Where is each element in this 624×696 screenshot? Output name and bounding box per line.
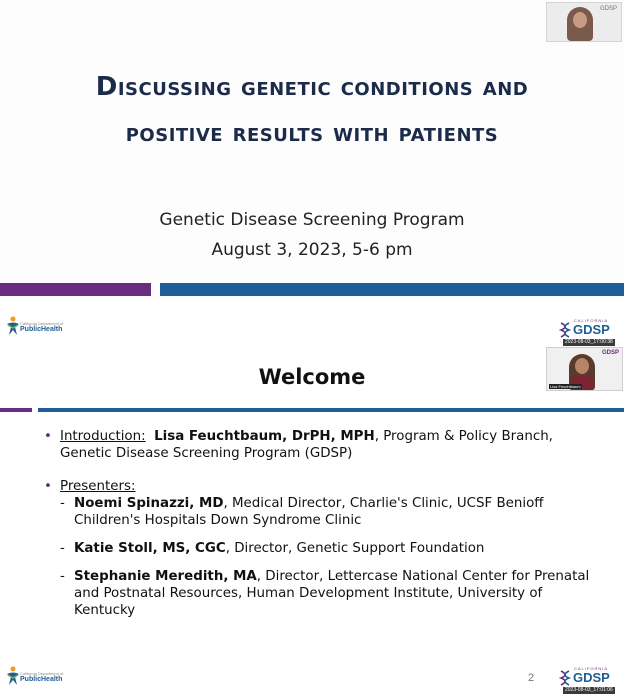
dash-icon: -	[60, 541, 65, 556]
intro-name: Lisa Feuchtbaum, DrPH, MPH	[154, 429, 375, 444]
participant-video-thumbnail[interactable]	[546, 2, 622, 42]
public-health-small-text: California Department of	[20, 671, 64, 676]
timestamp-overlay: 2023-08-03_17:00:38	[565, 339, 613, 345]
title-slide	[0, 0, 624, 300]
dash-icon: -	[60, 496, 65, 511]
public-health-small-text: California Department of	[20, 321, 64, 326]
gdsp-text: GDSP	[573, 670, 610, 685]
presenter-item	[44, 540, 604, 557]
divider-bar-blue	[160, 283, 624, 296]
page-number: 2	[528, 672, 535, 684]
public-health-logo	[4, 316, 64, 342]
public-health-text: PublicHealth	[20, 326, 63, 333]
presenter-name: Stephanie Meredith, MA	[74, 569, 257, 584]
participant-face	[573, 12, 587, 28]
presenter-details-line2: Children's Hospitals Down Syndrome Clinic	[74, 513, 362, 528]
public-health-figure-icon	[6, 316, 20, 336]
slide-title	[20, 64, 604, 156]
event-date: August 3, 2023, 5-6 pm	[211, 240, 413, 260]
presenter-video-label: GDSP	[601, 350, 619, 356]
intro-line2: Genetic Disease Screening Program (GDSP)	[60, 446, 353, 461]
public-health-logo-footer	[4, 666, 64, 692]
timestamp-overlay: 2023-08-03_17:01:06	[565, 687, 613, 693]
dna-icon	[558, 670, 572, 686]
gdsp-california-text: CALIFORNIA	[574, 318, 609, 323]
presenter-details-line2: and Postnatal Resources, Human Development Institute, University of	[74, 586, 543, 601]
presenter-name: Noemi Spinazzi, MD	[74, 496, 224, 511]
public-health-text: PublicHealth	[20, 676, 63, 683]
slide-title-line2: positive results with patients	[125, 118, 499, 148]
intro-bullet	[44, 428, 604, 462]
heading-divider-purple	[0, 408, 32, 412]
dna-icon	[558, 322, 572, 338]
presenters-bullet	[44, 478, 604, 495]
intro-rest: , Program & Policy Branch,	[374, 429, 553, 444]
program-name: Genetic Disease Screening Program	[159, 210, 465, 230]
presenter-item	[44, 495, 604, 529]
gdsp-california-text: CALIFORNIA	[574, 666, 609, 671]
presenter-name: Katie Stoll, MS, CGC	[74, 541, 226, 556]
heading-divider-blue	[38, 408, 624, 412]
intro-label: Introduction:	[60, 429, 146, 444]
presenter-details: , Medical Director, Charlie's Clinic, UCSF Benioff	[223, 496, 544, 511]
public-health-figure-icon	[6, 666, 20, 686]
presenter-details: , Director, Genetic Support Foundation	[225, 541, 485, 556]
divider-bar-purple	[0, 283, 151, 296]
presenter-name-tag: Lisa Feuchtbaum	[550, 384, 581, 389]
presenter-item	[44, 568, 604, 619]
presenter-details-line3: Kentucky	[74, 603, 136, 618]
slide-body	[44, 428, 604, 619]
slide-heading: Welcome	[258, 365, 366, 389]
presenters-label: Presenters:	[60, 479, 136, 494]
video-label: GDSP	[599, 6, 617, 12]
dash-icon: -	[60, 569, 65, 584]
gdsp-text: GDSP	[573, 322, 610, 337]
slide-title-line1: Discussing genetic conditions and	[95, 72, 529, 102]
bullet-icon: •	[44, 429, 52, 444]
presenter-details: , Director, Lettercase National Center for Prenatal	[256, 569, 590, 584]
bullet-icon: •	[44, 479, 52, 494]
